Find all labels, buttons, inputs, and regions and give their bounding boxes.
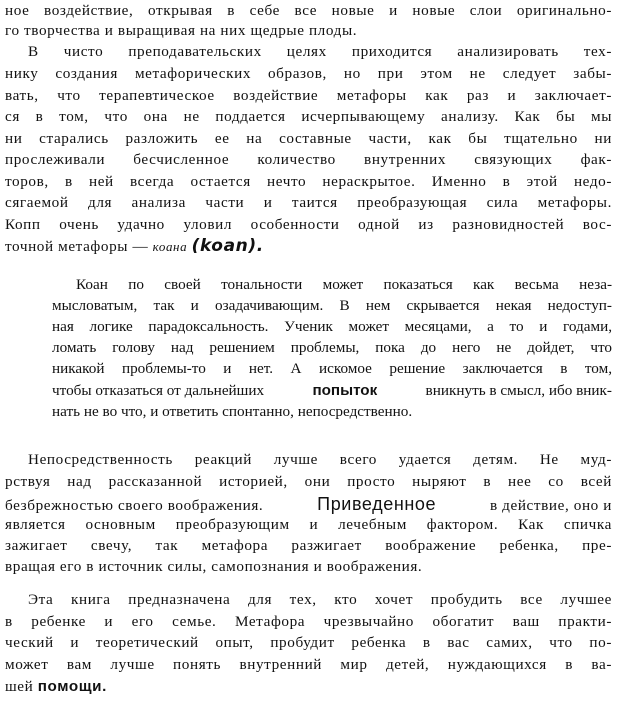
quote-line: ломать голову над решением проблемы, пока до него не дойдет, что: [52, 339, 612, 356]
text-prefix: чтобы отказаться от дальнейших: [52, 382, 265, 399]
text-line: является основным преобразующим и лечебным фактором. Как спичка: [5, 516, 612, 533]
text-line: Копп очень удачно уловил особенности одной из разновидностей вос-: [5, 216, 612, 233]
text-line: сягаемой для анализа части и таится преобразующая сила метафоры.: [5, 194, 612, 211]
text-line: [5, 495, 612, 513]
text-line: рствуя над рассказанной историей, они просто ныряют в нее со всей: [5, 473, 612, 490]
text-line: ни старались разложить ее на составные части, как бы тщательно ни: [5, 130, 612, 147]
text-line: в ребенке и его семье. Метафора чрезвычайно обогатит ваш практи-: [5, 613, 612, 630]
quote-line: ная логике парадоксальность. Ученик может месяцами, а то и годами,: [52, 318, 612, 335]
quote-line: [52, 383, 612, 398]
koan-word: коана: [152, 239, 188, 254]
koan-handwritten: (koan).: [191, 236, 264, 256]
text-line: ся в том, что она не поддается исчерпывающему анализу. Как бы мы: [5, 108, 612, 125]
text-line: нику создания метафорических образов, но при этом не следует забы-: [5, 65, 612, 82]
text-line: ное воздействие, открывая в себе все новые и новые слои оригинально-: [5, 2, 612, 19]
text-line: вать, что терапевтическое воздействие метафоры как раз и заключает-: [5, 87, 612, 104]
text-line: В чисто преподавательских целях приходится анализировать тех-: [28, 43, 612, 60]
text-line: [5, 679, 107, 694]
text-prefix: шей: [5, 678, 38, 695]
bold-word: помощи.: [37, 678, 107, 695]
bold-word: попыток: [312, 382, 378, 399]
text-prefix: точной метафоры —: [5, 238, 149, 255]
text-line-koan: [5, 238, 264, 255]
text-line: Эта книга предназначена для тех, кто хочет пробудить все лучшее: [28, 591, 612, 608]
text-line: торов, в ней всегда остается нечто нераскрытое. Именно в этой недо-: [5, 173, 612, 190]
big-word: Приведенное: [317, 494, 437, 514]
quote-line: никакой проблемы-то и нет. А искомое решение заключается в том,: [52, 360, 612, 377]
text-line: ческий и теоретический опыт, пробудит ребенка в вас самих, что по-: [5, 634, 612, 651]
quote-line: Коан по своей тональности может показаться как весьма неза-: [76, 276, 612, 293]
text-suffix: в действие, оно и: [489, 497, 612, 514]
text-line: Непосредственность реакций лучше всего удается детям. Не муд-: [28, 451, 612, 468]
text-line: может вам лучше понять внутренний мир детей, нуждающихся в ва-: [5, 656, 612, 673]
quote-line: нать не во что, и ответить спонтанно, непосредственно.: [52, 403, 413, 420]
text-prefix: безбрежностью своего воображения.: [5, 497, 264, 514]
quote-line: мысловатым, так и озадачивающим. В нем скрывается некая недоступ-: [52, 297, 612, 314]
text-line: прослеживали бесчисленное количество внутренних связующих фак-: [5, 151, 612, 168]
text-line: вращая его в источник силы, самопознания и воображения.: [5, 558, 423, 575]
text-line: го творчества и выращивая на них щедрые плоды.: [5, 22, 358, 39]
text-line: зажигает свечу, так метафора разжигает воображение ребенка, пре-: [5, 537, 612, 554]
text-suffix: вникнуть в смысл, ибо вник-: [425, 382, 612, 399]
